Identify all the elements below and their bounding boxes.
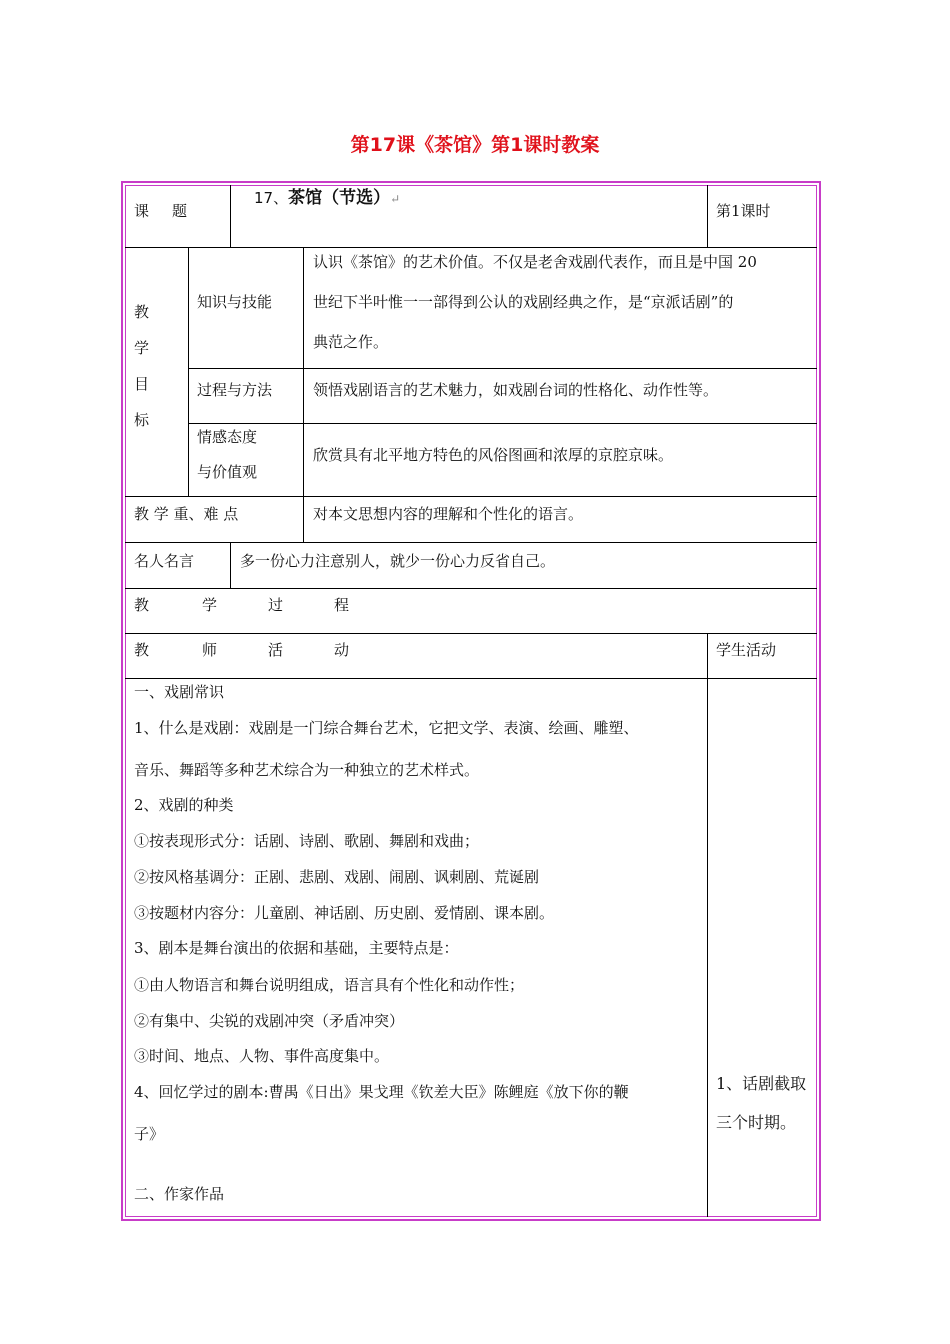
- process-method-label: 过程与方法: [197, 381, 273, 399]
- emotion-text: 欣赏具有北平地方特色的风俗图画和浓厚的京腔京味。: [313, 446, 674, 464]
- knowledge-line-2: 世纪下半叶惟一一部得到公认的戏剧经典之作，是“京派话剧”的: [313, 293, 734, 311]
- column-divider: [707, 633, 708, 1217]
- knowledge-label: 知识与技能: [197, 293, 273, 311]
- key-points-text: 对本文思想内容的理解和个性化的语言。: [313, 505, 584, 523]
- emotion-label-2: 与价值观: [197, 463, 258, 481]
- teacher-line: ①由人物语言和舞台说明组成，语言具有个性化和动作性；: [134, 976, 525, 994]
- process-method-text: 领悟戏剧语言的艺术魅力，如戏剧台词的性格化、动作性等。: [313, 381, 719, 399]
- column-divider: [230, 185, 231, 247]
- process-header-3: 过: [268, 596, 284, 614]
- teacher-header-3: 活: [268, 641, 284, 659]
- teacher-header-4: 动: [334, 641, 350, 659]
- column-divider: [230, 542, 231, 588]
- return-mark: ↵: [390, 192, 401, 206]
- teacher-line: 二、作家作品: [134, 1185, 225, 1203]
- teacher-line: 音乐、舞蹈等多种艺术综合为一种独立的艺术样式。: [134, 761, 480, 779]
- knowledge-line-1: 认识《茶馆》的艺术价值。不仅是老舍戏剧代表作，而且是中国 20: [313, 253, 757, 271]
- emotion-label-1: 情感态度: [197, 428, 258, 446]
- knowledge-line-3: 典范之作。: [313, 333, 389, 351]
- column-divider: [707, 185, 708, 247]
- student-header: 学生活动: [716, 641, 777, 659]
- teacher-header-1: 教: [134, 641, 150, 659]
- objectives-label-4: 标: [134, 411, 150, 429]
- teacher-line: 3、剧本是舞台演出的依据和基础，主要特点是：: [134, 939, 459, 957]
- teacher-line: ③时间、地点、人物、事件高度集中。: [134, 1047, 390, 1065]
- teacher-line: ②按风格基调分：正剧、悲剧、戏剧、闹剧、讽刺剧、荒诞剧: [134, 868, 540, 886]
- column-divider: [188, 247, 189, 496]
- quote-text: 多一份心力注意别人，就少一份心力反省自己。: [240, 552, 556, 570]
- row-divider: [125, 247, 817, 248]
- row-divider: [125, 496, 817, 497]
- page-title: 第17课《茶馆》第1课时教案: [350, 134, 600, 156]
- teacher-line: 2、戏剧的种类: [134, 796, 234, 814]
- row-divider: [125, 678, 817, 679]
- student-line: 1、话剧截取: [716, 1074, 807, 1093]
- lesson-number: 17、: [254, 189, 289, 207]
- teacher-header-2: 师: [202, 641, 218, 659]
- teacher-line: ①按表现形式分：话剧、诗剧、歌剧、舞剧和戏曲；: [134, 832, 480, 850]
- process-header-2: 学: [202, 596, 218, 614]
- process-header-1: 教: [134, 596, 150, 614]
- objectives-label-3: 目: [134, 375, 150, 393]
- lesson-period: 第1课时: [716, 202, 771, 220]
- row-divider: [188, 368, 817, 369]
- row-divider: [125, 588, 817, 589]
- teacher-line: ③按题材内容分：儿童剧、神话剧、历史剧、爱情剧、课本剧。: [134, 904, 555, 922]
- lesson-title: [254, 188, 400, 209]
- objectives-label-2: 学: [134, 339, 150, 357]
- row-divider: [188, 423, 817, 424]
- teacher-line: 1、什么是戏剧：戏剧是一门综合舞台艺术，它把文学、表演、绘画、雕塑、: [134, 719, 639, 737]
- key-points-label: 教 学 重、难 点: [134, 505, 239, 523]
- objectives-label-1: 教: [134, 303, 150, 321]
- lesson-label: 课 题: [134, 202, 192, 220]
- row-divider: [125, 633, 817, 634]
- lesson-name: 茶馆（节选）: [288, 188, 391, 208]
- teacher-line: ②有集中、尖锐的戏剧冲突（矛盾冲突）: [134, 1012, 405, 1030]
- teacher-line: 4、回忆学过的剧本:曹禺《日出》果戈理《钦差大臣》陈鲤庭《放下你的鞭: [134, 1083, 629, 1101]
- row-divider: [125, 542, 817, 543]
- student-line: 三个时期。: [716, 1113, 797, 1132]
- quote-label: 名人名言: [134, 552, 195, 570]
- process-header-4: 程: [334, 596, 350, 614]
- teacher-line: 子》: [134, 1125, 165, 1143]
- teacher-line: 一、戏剧常识: [134, 683, 225, 701]
- column-divider: [303, 247, 304, 542]
